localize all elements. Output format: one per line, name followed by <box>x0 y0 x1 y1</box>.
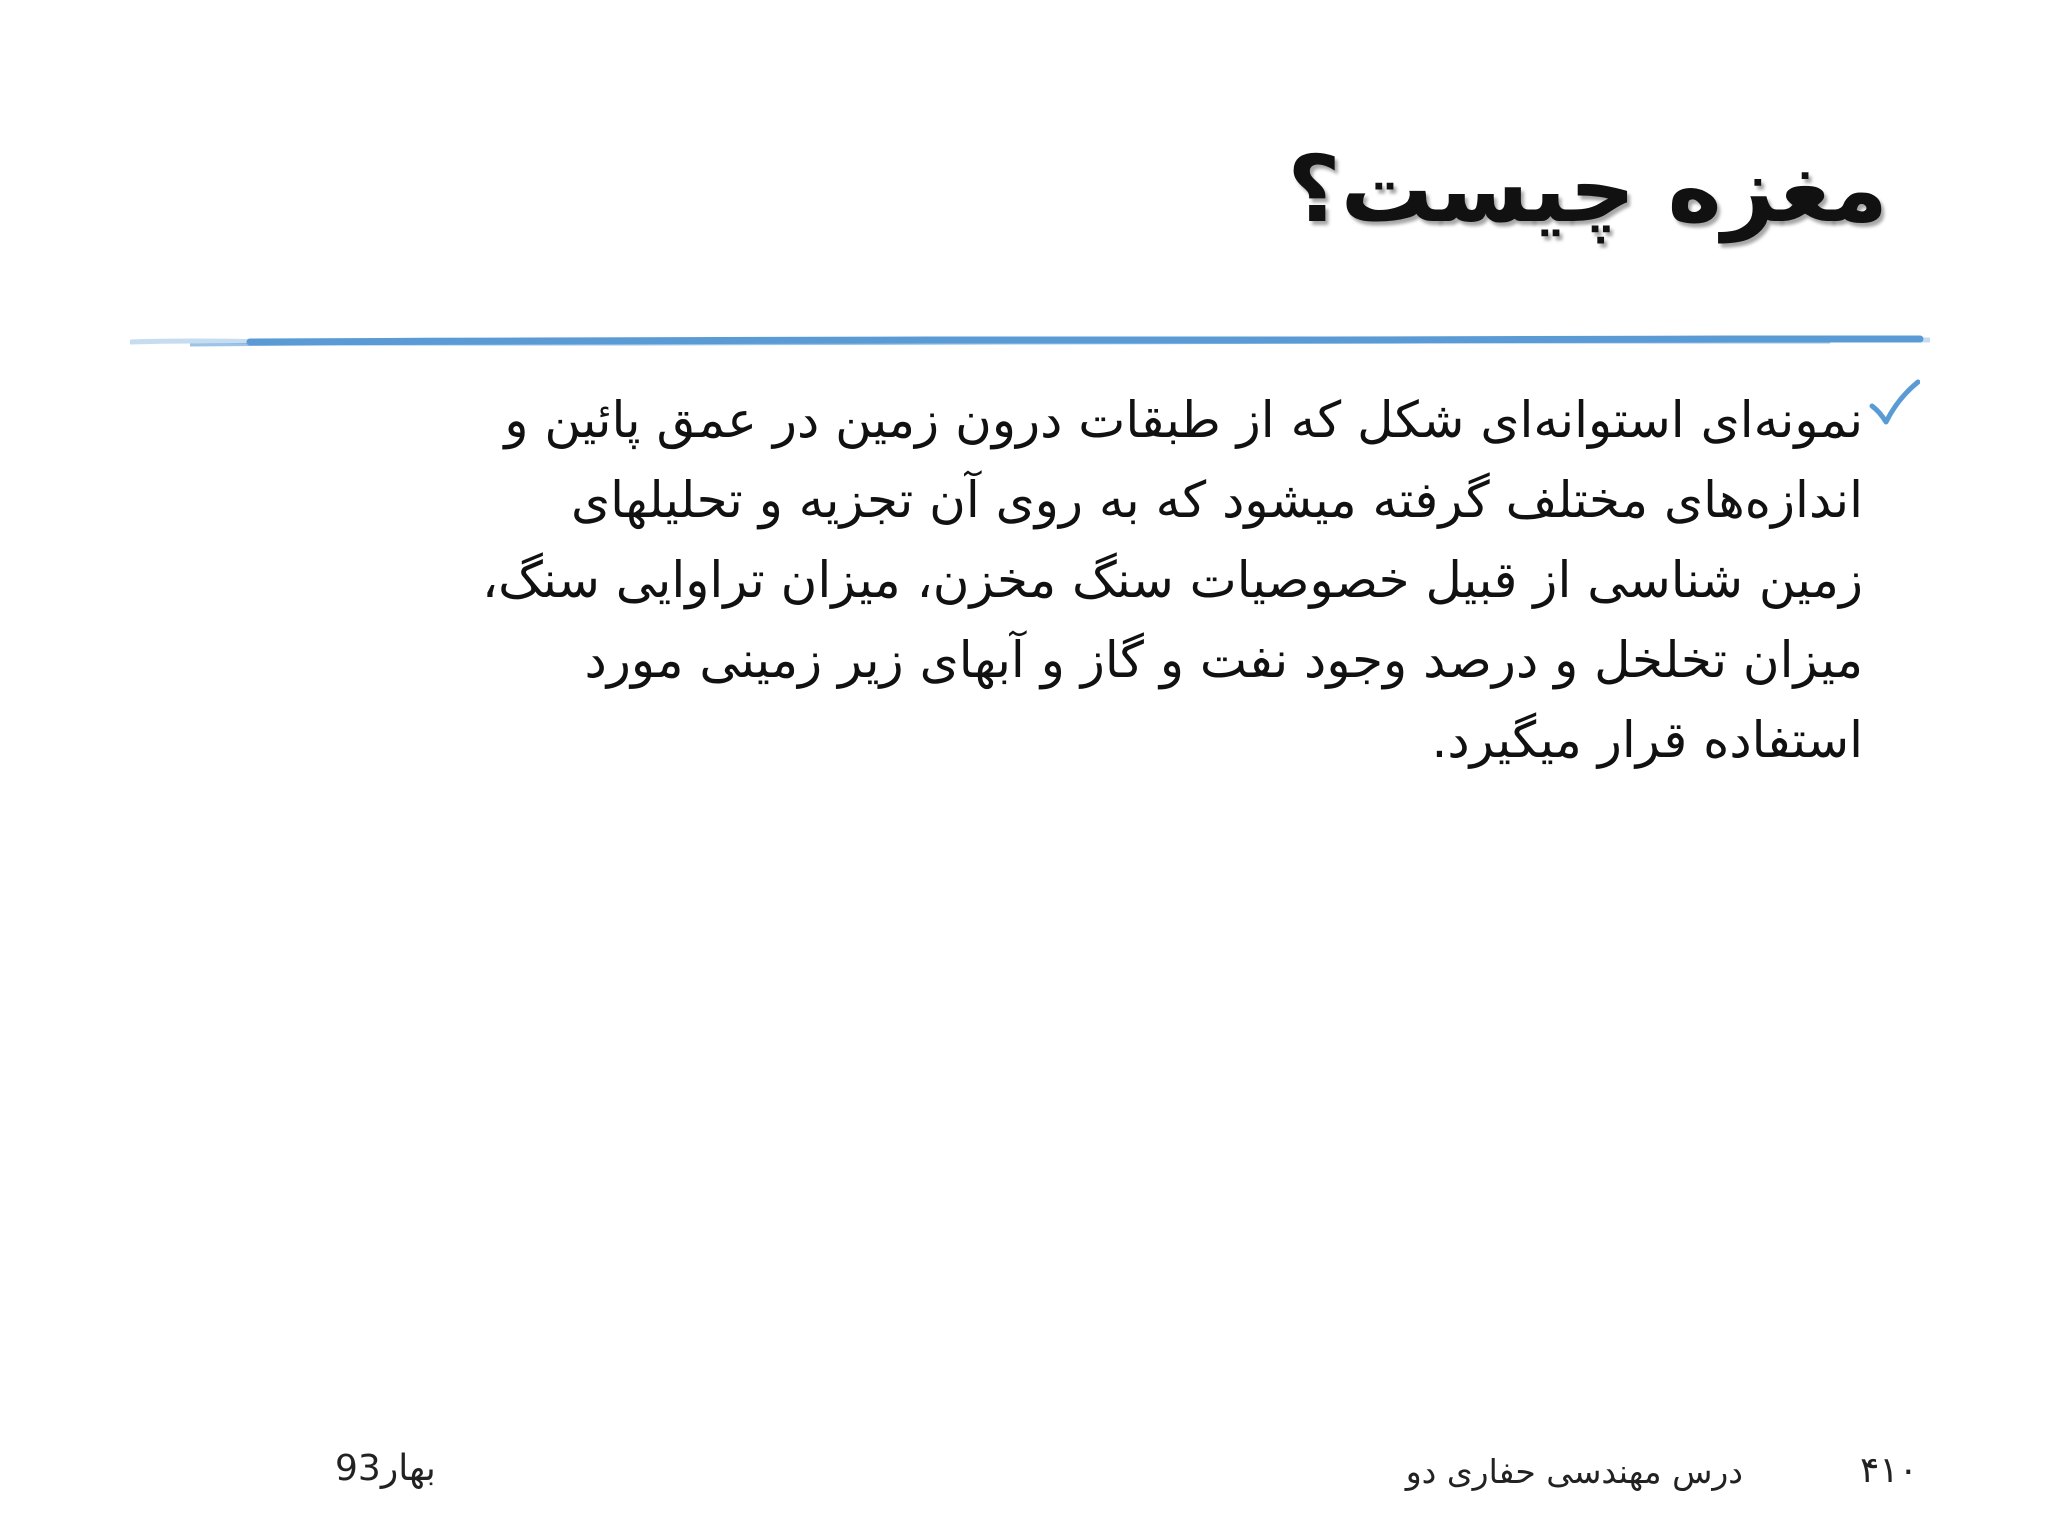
footer-page-number: ۴۱۰ <box>1859 1450 1918 1491</box>
footer-date: بهار93 <box>335 1448 436 1489</box>
body-line-3: زمین شناسی از قبیل خصوصیات سنگ مخزن، میزان تراوایی سنگ، <box>481 551 1863 609</box>
title-divider <box>130 330 1930 354</box>
footer-course-name: درس مهندسی حفاری دو <box>1405 1452 1743 1491</box>
slide-title: مغزه چیست؟ <box>1287 136 1888 243</box>
slide-body <box>203 380 1863 780</box>
body-line-2: اندازه‌های مختلف گرفته میشود که به روی آن تجزیه و تحلیلهای <box>571 471 1863 529</box>
body-line-5: استفاده قرار میگیرد. <box>1431 711 1863 769</box>
body-line-1: نمونه‌ای استوانه‌ای شکل که از طبقات درون زمین در عمق پائین و <box>504 391 1863 449</box>
checkmark-icon <box>1868 378 1920 430</box>
body-line-4: میزان تخلخل و درصد وجود نفت و گاز و آبهای زیر زمینی مورد <box>584 631 1863 689</box>
